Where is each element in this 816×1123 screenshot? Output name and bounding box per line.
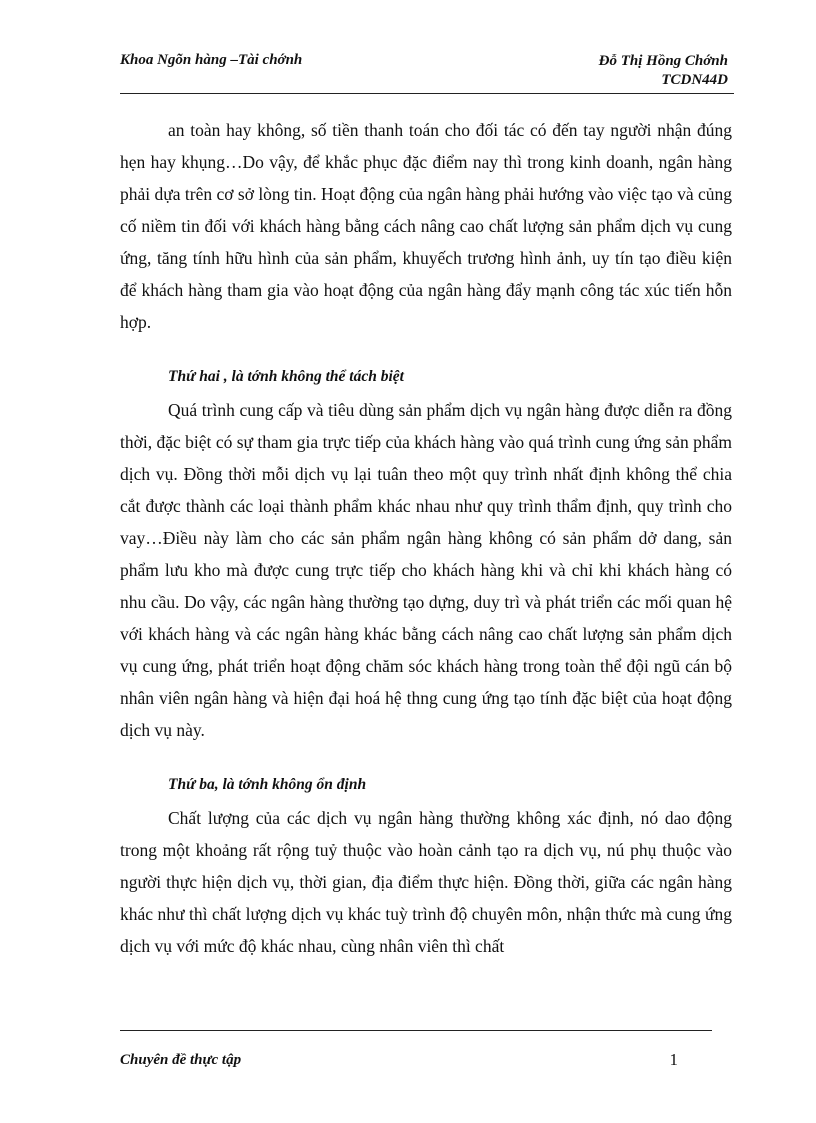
document-body xyxy=(120,114,732,962)
header-rule xyxy=(120,93,734,94)
page-footer xyxy=(120,1030,712,1069)
footer-title: Chuyên đề thực tập xyxy=(120,1052,242,1068)
page-header xyxy=(120,52,734,96)
paragraph-3: Chất lượng của các dịch vụ ngân hàng thường không xác định, nó dao động trong một khoảng rất rộng tuỷ thuộc vào hoàn cảnh tạo ra dịch vụ, nú phụ thuộc vào người thực hiện dịch vụ, thời gian, địa điểm thực hiện. Đồng thời, giữa các ngân hàng khác như thì chất lượng dịch vụ khác tuỳ trình độ chuyên môn, nhận thức mà cung ứng dịch vụ với mức độ khác nhau, cùng nhân viên thì chất xyxy=(120,808,732,956)
footer-rule xyxy=(120,1030,712,1031)
section-heading-2: Thứ hai , là tớnh không thể tách biệt xyxy=(168,368,404,385)
paragraph-1: an toàn hay không, số tiền thanh toán cho đối tác có đến tay người nhận đúng hẹn hay khụng…Do vậy, để khắc phục đặc điểm nay thì trong kinh doanh, ngân hàng phải dựa trên cơ sở lòng tin. Hoạt động của ngân hàng phải hướng vào việc tạo và củng cố niềm tin đối với khách hàng bằng cách nâng cao chất lượng sản phẩm dịch vụ cung ứng, tăng tính hữu hình của sản phẩm, khuyếch trương hình ảnh, uy tín tạo điều kiện để khách hàng tham gia vào hoạt động của ngân hàng đẩy mạnh công tác xúc tiến hỗn hợp. xyxy=(120,120,732,332)
section-heading-3: Thứ ba, là tớnh không ổn định xyxy=(168,776,367,793)
header-author xyxy=(599,52,728,90)
header-author-name: Đỗ Thị Hồng Chớnh xyxy=(598,53,728,69)
header-class-code: TCDN44D xyxy=(661,72,728,88)
page-number: 1 xyxy=(669,1050,678,1069)
header-faculty: Khoa Ngõn hàng –Tài chớnh xyxy=(120,52,303,68)
paragraph-2: Quá trình cung cấp và tiêu dùng sản phẩm dịch vụ ngân hàng được diễn ra đồng thời, đặc biệt có sự tham gia trực tiếp của khách hàng vào quá trình cung ứng sản phẩm dịch vụ. Đồng thời mỗi dịch vụ lại tuân theo một quy trình nhất định không thể chia cắt được thành các loại thành phẩm khác nhau như quy trình thẩm định, quy trình cho vay…Điều này làm cho các sản phẩm ngân hàng không có sản phẩm dở dang, sản phẩm lưu kho mà được cung trực tiếp cho khách hàng khi và chỉ khi khách hàng có nhu cầu. Do vậy, các ngân hàng thường tạo dựng, duy trì và phát triển các mối quan hệ với khách hàng và các ngân hàng khác bằng cách nâng cao chất lượng sản phẩm dịch vụ cung ứng, phát triển hoạt động chăm sóc khách hàng trong toàn thể đội ngũ cán bộ nhân viên ngân hàng và hiện đại hoá hệ thng cung ứng tạo tính đặc biệt của hoạt động dịch vụ này. xyxy=(120,400,732,740)
